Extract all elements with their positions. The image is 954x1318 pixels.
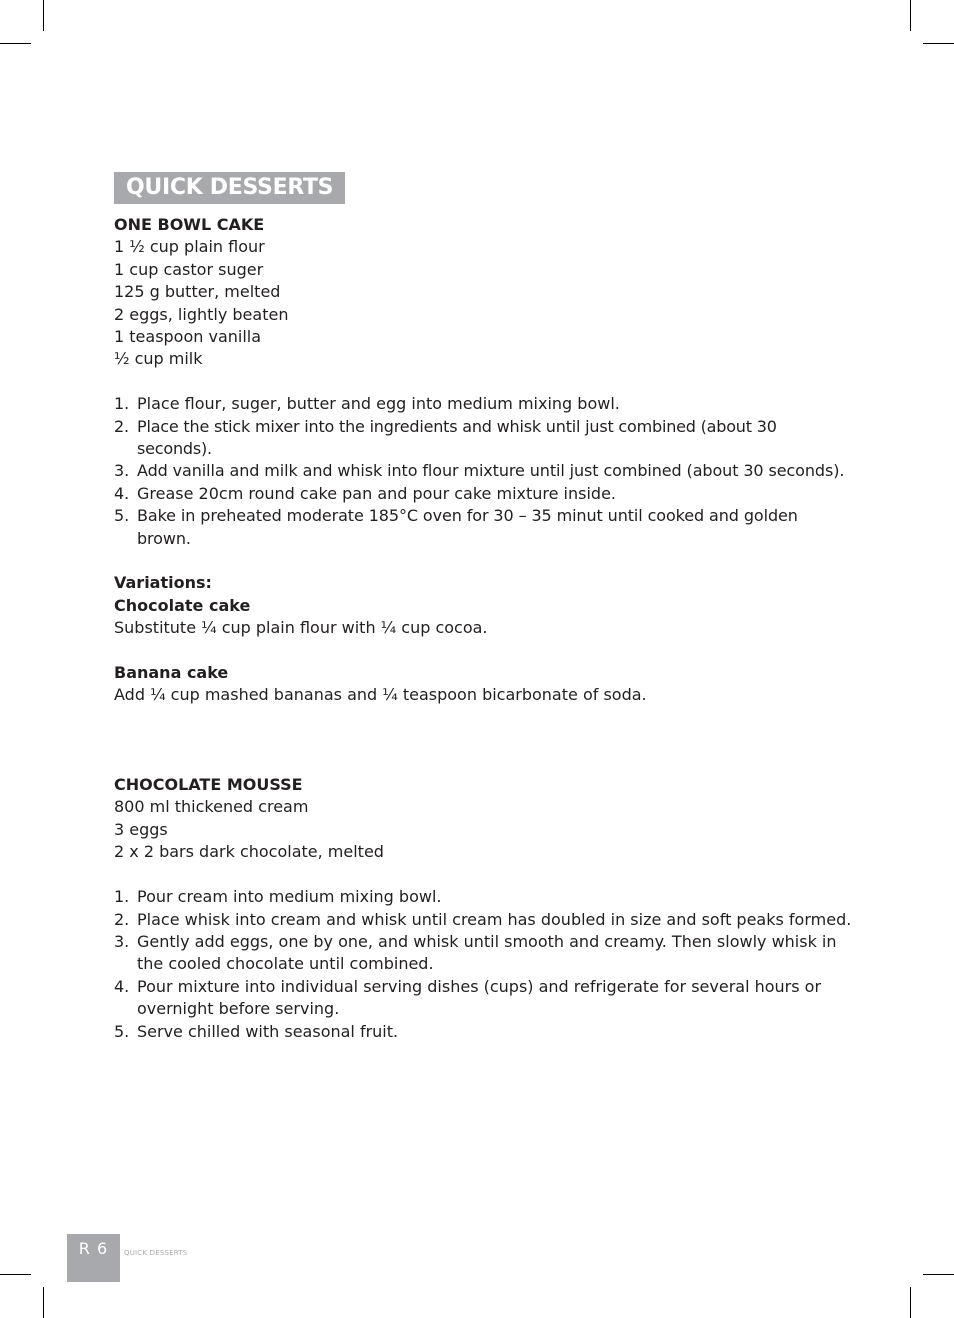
ingredient: 2 x 2 bars dark chocolate, melted bbox=[114, 842, 384, 862]
step bbox=[114, 416, 854, 461]
ingredient: 125 g butter, melted bbox=[114, 282, 281, 302]
step-number: 4. bbox=[114, 976, 130, 996]
step bbox=[114, 460, 854, 482]
ingredient: 2 eggs, lightly beaten bbox=[114, 304, 289, 324]
step-text: Place whisk into cream and whisk until cream has doubled in size and soft peaks formed. bbox=[137, 909, 852, 929]
crop-mark-top-left-v bbox=[43, 0, 44, 31]
step-text: Pour cream into medium mixing bowl. bbox=[137, 887, 442, 907]
recipe-title: ONE BOWL CAKE bbox=[114, 215, 265, 234]
crop-mark-bottom-left-h bbox=[0, 1274, 31, 1275]
variation-text: Add ¼ cup mashed bananas and ¼ teaspoon bicarbonate of soda. bbox=[114, 685, 647, 705]
recipe-chocolate-mousse bbox=[114, 774, 854, 1043]
method-steps bbox=[114, 886, 854, 1043]
step-text: Gently add eggs, one by one, and whisk until smooth and creamy. Then slowly whisk in the cooled chocolate until combined. bbox=[137, 931, 837, 974]
step-number: 1. bbox=[114, 887, 130, 907]
ingredient-list bbox=[114, 796, 854, 863]
crop-mark-bottom-right-v bbox=[910, 1287, 911, 1318]
ingredient: ½ cup milk bbox=[114, 349, 203, 369]
recipe-title: CHOCOLATE MOUSSE bbox=[114, 775, 303, 795]
ingredient: 1 teaspoon vanilla bbox=[114, 327, 262, 347]
variation-text: Substitute ¼ cup plain flour with ¼ cup cocoa. bbox=[114, 618, 488, 638]
crop-mark-top-right-h bbox=[923, 43, 954, 44]
step bbox=[114, 976, 854, 1021]
ingredient-list bbox=[114, 236, 854, 370]
crop-mark-top-left-h bbox=[0, 43, 31, 44]
page-number-tab bbox=[67, 1234, 120, 1282]
step-number: 5. bbox=[114, 506, 130, 526]
step-number: 4. bbox=[114, 483, 130, 503]
ingredient: 1 ½ cup plain flour bbox=[114, 237, 265, 257]
page-content bbox=[114, 172, 854, 1043]
step bbox=[114, 909, 854, 931]
page-number: R 6 bbox=[78, 1239, 109, 1258]
step bbox=[114, 886, 854, 908]
step-text: Pour mixture into individual serving dishes (cups) and refrigerate for several hours or overnight before serving. bbox=[137, 976, 822, 1019]
step-text: Place flour, suger, butter and egg into medium mixing bowl. bbox=[137, 394, 620, 414]
step bbox=[114, 483, 854, 505]
step-number: 2. bbox=[114, 909, 130, 929]
footer-section-label: QUICK DESSERTS bbox=[124, 1249, 188, 1257]
step-text: Bake in preheated moderate 185°C oven for 30 – 35 minut until cooked and golden brown. bbox=[137, 506, 798, 548]
crop-mark-bottom-right-h bbox=[923, 1274, 954, 1275]
step-number: 3. bbox=[114, 461, 130, 481]
step bbox=[114, 931, 854, 976]
step-text: Serve chilled with seasonal fruit. bbox=[137, 1021, 399, 1041]
variation-title: Banana cake bbox=[114, 663, 229, 683]
step-number: 2. bbox=[114, 416, 129, 436]
step bbox=[114, 393, 854, 415]
step bbox=[114, 505, 854, 550]
recipe-one-bowl-cake bbox=[114, 214, 854, 707]
crop-mark-top-right-v bbox=[910, 0, 911, 31]
ingredient: 800 ml thickened cream bbox=[114, 797, 309, 817]
ingredient: 1 cup castor suger bbox=[114, 259, 264, 279]
crop-mark-bottom-left-v bbox=[43, 1287, 44, 1318]
step bbox=[114, 1021, 854, 1043]
method-steps bbox=[114, 393, 854, 550]
section-title: QUICK DESSERTS bbox=[114, 172, 345, 204]
variation-title: Chocolate cake bbox=[114, 595, 251, 615]
variations-heading: Variations: bbox=[114, 573, 212, 593]
step-text: Add vanilla and milk and whisk into flour mixture until just combined (about 30 seconds). bbox=[137, 461, 845, 481]
step-number: 5. bbox=[114, 1021, 130, 1041]
step-number: 3. bbox=[114, 931, 130, 951]
step-text: Grease 20cm round cake pan and pour cake mixture inside. bbox=[137, 483, 617, 503]
step-number: 1. bbox=[114, 394, 130, 414]
ingredient: 3 eggs bbox=[114, 819, 168, 839]
step-text: Place the stick mixer into the ingredients and whisk until just combined (about 30 seconds). bbox=[137, 416, 777, 459]
